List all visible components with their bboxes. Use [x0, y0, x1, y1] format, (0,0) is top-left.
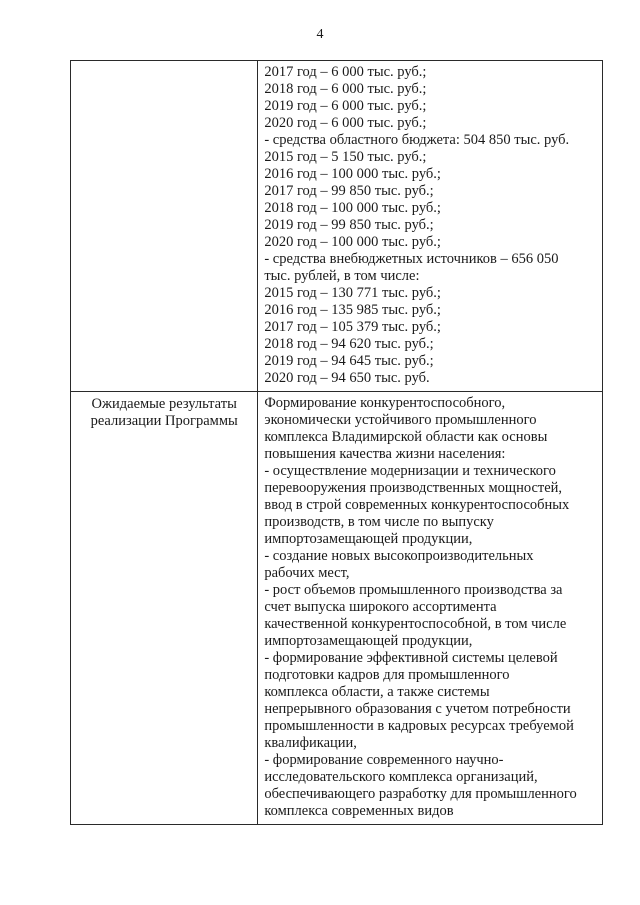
expected-results-line: ввод в строй современных конкурентоспособных — [264, 497, 570, 513]
funding-line: 2018 год – 100 000 тыс. руб.; — [264, 200, 441, 216]
funding-line: 2020 год – 6 000 тыс. руб.; — [264, 115, 427, 131]
expected-results-line: Формирование конкурентоспособного, — [264, 395, 506, 411]
expected-results-line: квалификации, — [264, 735, 357, 751]
funding-line: 2017 год – 105 379 тыс. руб.; — [264, 319, 441, 335]
expected-results-text — [258, 392, 602, 824]
funding-values-text — [258, 61, 602, 391]
expected-results-line: счет выпуска широкого ассортимента — [264, 599, 497, 615]
expected-results-line: обеспечивающего разработку для промышленного — [264, 786, 577, 802]
funding-line: 2020 год – 100 000 тыс. руб.; — [264, 234, 441, 250]
funding-line: 2018 год – 6 000 тыс. руб.; — [264, 81, 427, 97]
expected-results-line: - рост объемов промышленного производства за — [264, 582, 563, 598]
funding-line: 2019 год – 6 000 тыс. руб.; — [264, 98, 427, 114]
expected-results-line: повышения качества жизни населения: — [264, 446, 506, 462]
expected-results-line: перевооружения производственных мощностей, — [264, 480, 563, 496]
expected-results-line: экономически устойчивого промышленного — [264, 412, 537, 428]
expected-results-line: исследовательского комплекса организаций, — [264, 769, 538, 785]
funding-line: 2015 год – 5 150 тыс. руб.; — [264, 149, 427, 165]
funding-line: 2018 год – 94 620 тыс. руб.; — [264, 336, 434, 352]
expected-results-line: - создание новых высокопроизводительных — [264, 548, 534, 564]
expected-results-line: - осуществление модернизации и технического — [264, 463, 556, 479]
expected-results-line: рабочих мест, — [264, 565, 350, 581]
expected-results-line: качественной конкурентоспособной, в том числе — [264, 616, 567, 632]
expected-results-line: - формирование современного научно- — [264, 752, 504, 768]
funding-label — [71, 61, 257, 69]
funding-line: - средства областного бюджета: 504 850 тыс. руб. — [264, 132, 570, 148]
expected-results-values-cell — [258, 392, 603, 825]
expected-results-line: промышленности в кадровых ресурсах требуемой — [264, 718, 574, 734]
expected-results-line: комплекса современных видов — [264, 803, 454, 819]
program-passport-table — [70, 60, 603, 825]
funding-line: 2020 год – 94 650 тыс. руб. — [264, 370, 430, 386]
expected-results-label-line: реализации Программы — [90, 413, 238, 429]
funding-line: 2016 год – 135 985 тыс. руб.; — [264, 302, 441, 318]
funding-line: 2019 год – 94 645 тыс. руб.; — [264, 353, 434, 369]
expected-results-line: непрерывного образования с учетом потребности — [264, 701, 571, 717]
funding-line: 2015 год – 130 771 тыс. руб.; — [264, 285, 441, 301]
expected-results-label — [71, 392, 257, 434]
expected-results-line: импортозамещающей продукции, — [264, 633, 473, 649]
funding-values-cell — [258, 61, 603, 392]
funding-line: 2017 год – 6 000 тыс. руб.; — [264, 64, 427, 80]
expected-results-label-line: Ожидаемые результаты — [91, 396, 237, 412]
funding-line: - средства внебюджетных источников – 656 050 — [264, 251, 559, 267]
funding-line: 2017 год – 99 850 тыс. руб.; — [264, 183, 434, 199]
expected-results-line: комплекса Владимирской области как основы — [264, 429, 548, 445]
funding-line: тыс. рублей, в том числе: — [264, 268, 420, 284]
funding-line: 2016 год – 100 000 тыс. руб.; — [264, 166, 441, 182]
expected-results-line: импортозамещающей продукции, — [264, 531, 473, 547]
table-row-funding — [71, 61, 603, 392]
expected-results-line: подготовки кадров для промышленного — [264, 667, 510, 683]
funding-label-cell — [71, 61, 258, 392]
expected-results-line: комплекса области, а также системы — [264, 684, 490, 700]
expected-results-line: производств, в том числе по выпуску — [264, 514, 494, 530]
table-row-expected-results — [71, 392, 603, 825]
page-number: 4 — [316, 27, 324, 42]
expected-results-line: - формирование эффективной системы целевой — [264, 650, 558, 666]
expected-results-label-cell — [71, 392, 258, 825]
funding-line: 2019 год – 99 850 тыс. руб.; — [264, 217, 434, 233]
